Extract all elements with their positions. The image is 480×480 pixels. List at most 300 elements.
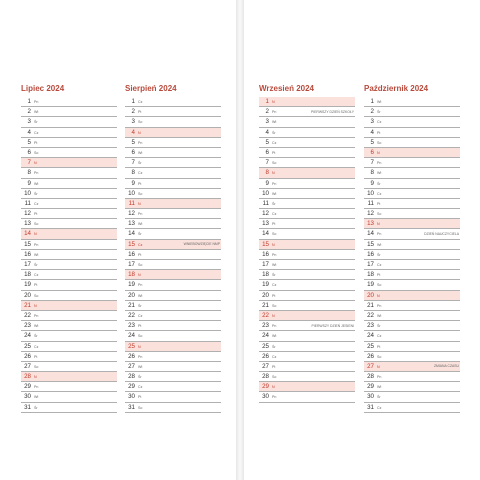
weekday-label: Pn xyxy=(34,100,39,104)
weekday-label: Pt xyxy=(34,283,38,288)
day-row xyxy=(125,403,221,413)
day-row xyxy=(259,240,355,250)
day-row xyxy=(125,229,221,239)
day-row xyxy=(125,168,221,178)
day-row xyxy=(21,270,117,280)
day-number: 29 xyxy=(24,383,31,391)
day-row xyxy=(125,291,221,301)
day-number: 28 xyxy=(262,373,269,381)
day-list xyxy=(259,97,355,403)
day-number: 18 xyxy=(24,271,31,279)
day-row xyxy=(21,240,117,250)
day-row xyxy=(125,97,221,107)
weekday-label: Pt xyxy=(272,364,276,369)
day-number: 11 xyxy=(24,199,31,207)
weekday-label: Śr xyxy=(272,201,276,206)
holiday-note: ZMIANA CZASU xyxy=(433,364,459,369)
weekday-label: Wt xyxy=(34,324,39,329)
day-number: 29 xyxy=(367,383,374,391)
day-number: 21 xyxy=(24,301,31,309)
holiday-note: WNIEBOWZIĘCIE NMP xyxy=(183,242,220,247)
weekday-label: Śr xyxy=(138,303,142,308)
weekday-label: N xyxy=(272,242,275,247)
day-number: 21 xyxy=(128,301,135,309)
day-row xyxy=(21,148,117,158)
day-number: 17 xyxy=(24,261,31,268)
day-number: 25 xyxy=(24,342,31,350)
day-row xyxy=(364,311,460,321)
weekday-label: So xyxy=(138,120,143,125)
day-number: 15 xyxy=(24,240,31,248)
weekday-label: N xyxy=(138,344,141,349)
weekday-label: Pt xyxy=(377,130,381,135)
weekday-label: Śr xyxy=(377,181,381,186)
weekday-label: Wt xyxy=(138,222,143,227)
day-row xyxy=(259,331,355,341)
weekday-label: Wt xyxy=(34,181,39,186)
day-number: 11 xyxy=(128,199,135,207)
day-list xyxy=(125,97,221,413)
day-number: 6 xyxy=(370,148,374,156)
weekday-label: So xyxy=(377,354,382,359)
day-number: 8 xyxy=(265,169,269,177)
day-row xyxy=(125,250,221,260)
weekday-label: Wt xyxy=(377,385,382,390)
day-row xyxy=(259,128,355,138)
day-number: 27 xyxy=(128,362,135,370)
weekday-label: N xyxy=(34,161,37,166)
day-row xyxy=(259,158,355,168)
day-row xyxy=(125,311,221,321)
weekday-label: N xyxy=(34,375,37,380)
day-number: 30 xyxy=(128,393,135,401)
day-number: 24 xyxy=(262,332,269,340)
weekday-label: Wt xyxy=(272,191,277,196)
day-number: 1 xyxy=(27,98,31,105)
day-number: 24 xyxy=(24,332,31,340)
weekday-label: N xyxy=(377,150,380,155)
weekday-label: Śr xyxy=(34,405,38,410)
day-number: 3 xyxy=(27,118,31,126)
day-list xyxy=(364,97,460,413)
day-row xyxy=(21,321,117,331)
day-row xyxy=(364,189,460,199)
weekday-label: Wt xyxy=(377,171,382,176)
day-number: 5 xyxy=(265,138,269,146)
day-row xyxy=(364,392,460,402)
day-row xyxy=(125,209,221,219)
day-row xyxy=(21,117,117,127)
day-row xyxy=(364,199,460,209)
weekday-label: Pt xyxy=(377,344,381,349)
day-number: 22 xyxy=(367,311,374,319)
day-number: 28 xyxy=(128,373,135,381)
weekday-label: Wt xyxy=(138,150,143,155)
day-row xyxy=(21,229,117,239)
day-number: 3 xyxy=(370,118,374,126)
day-number: 26 xyxy=(128,352,135,360)
weekday-label: So xyxy=(272,232,277,237)
weekday-label: Cz xyxy=(34,201,39,206)
weekday-label: Cz xyxy=(138,242,143,247)
weekday-label: N xyxy=(272,171,275,176)
day-number: 10 xyxy=(262,189,269,197)
day-number: 7 xyxy=(370,159,374,167)
weekday-label: Cz xyxy=(138,171,143,176)
day-row xyxy=(259,168,355,178)
day-row xyxy=(21,301,117,311)
holiday-note: PIERWSZY DZIEŃ SZKOŁY xyxy=(310,109,354,114)
day-row xyxy=(364,97,460,107)
day-row xyxy=(21,97,117,107)
weekday-label: Cz xyxy=(34,273,39,278)
weekday-label: Pn xyxy=(272,252,277,257)
day-number: 9 xyxy=(370,179,374,187)
weekday-label: Śr xyxy=(377,252,381,257)
weekday-label: Śr xyxy=(272,273,276,278)
day-row xyxy=(259,179,355,189)
day-number: 9 xyxy=(27,179,31,187)
day-number: 19 xyxy=(262,281,269,289)
weekday-label: Śr xyxy=(138,161,142,166)
weekday-label: Pn xyxy=(377,375,382,380)
day-number: 4 xyxy=(265,128,269,136)
weekday-label: Cz xyxy=(272,283,277,288)
month-title: Październik 2024 xyxy=(364,84,429,93)
weekday-label: Pn xyxy=(272,395,277,400)
day-row xyxy=(21,158,117,168)
weekday-label: N xyxy=(272,385,275,390)
day-number: 2 xyxy=(131,108,135,116)
weekday-label: Śr xyxy=(377,110,381,115)
day-row xyxy=(21,138,117,148)
weekday-label: Pn xyxy=(272,324,277,329)
day-number: 23 xyxy=(128,322,135,330)
weekday-label: Wt xyxy=(34,110,39,115)
day-number: 19 xyxy=(24,281,31,289)
day-row xyxy=(125,138,221,148)
day-number: 14 xyxy=(128,230,135,238)
day-number: 5 xyxy=(370,138,374,146)
day-number: 10 xyxy=(128,189,135,197)
day-number: 4 xyxy=(27,128,31,136)
day-row xyxy=(259,352,355,362)
day-row xyxy=(259,372,355,382)
day-row xyxy=(125,392,221,402)
day-number: 13 xyxy=(262,220,269,228)
weekday-label: So xyxy=(138,263,143,267)
day-number: 13 xyxy=(128,220,135,228)
day-row xyxy=(259,189,355,199)
day-row xyxy=(125,382,221,392)
day-row xyxy=(259,311,355,321)
day-row xyxy=(364,250,460,260)
weekday-label: Wt xyxy=(34,395,39,400)
day-number: 27 xyxy=(262,362,269,370)
day-row xyxy=(125,107,221,117)
day-row xyxy=(21,189,117,199)
weekday-label: Cz xyxy=(138,385,143,390)
day-number: 12 xyxy=(24,210,31,218)
day-row xyxy=(125,270,221,280)
weekday-label: Pn xyxy=(138,212,143,217)
day-row xyxy=(125,199,221,209)
day-row xyxy=(364,372,460,382)
weekday-label: Cz xyxy=(34,344,39,349)
weekday-label: Śr xyxy=(377,395,381,400)
day-number: 19 xyxy=(367,281,374,289)
day-number: 7 xyxy=(131,159,135,167)
day-number: 14 xyxy=(367,230,374,238)
weekday-label: Wt xyxy=(34,252,39,257)
weekday-label: Pt xyxy=(34,140,38,145)
weekday-label: Pn xyxy=(377,232,382,237)
day-number: 29 xyxy=(262,383,269,391)
day-list xyxy=(21,97,117,413)
weekday-label: Śr xyxy=(34,263,38,267)
day-row xyxy=(125,128,221,138)
day-number: 13 xyxy=(367,220,374,228)
weekday-label: So xyxy=(272,375,277,380)
day-number: 16 xyxy=(262,250,269,258)
weekday-label: So xyxy=(138,334,143,339)
day-row xyxy=(125,260,221,270)
weekday-label: Cz xyxy=(377,120,382,125)
day-number: 5 xyxy=(27,138,31,146)
day-number: 12 xyxy=(262,210,269,218)
weekday-label: Wt xyxy=(272,334,277,339)
weekday-label: N xyxy=(272,313,275,318)
weekday-label: Pn xyxy=(34,313,39,318)
day-number: 7 xyxy=(27,159,31,167)
day-row xyxy=(364,291,460,301)
day-number: 16 xyxy=(24,250,31,258)
weekday-label: Pt xyxy=(272,222,276,227)
day-row xyxy=(364,148,460,158)
day-row xyxy=(364,219,460,229)
day-row xyxy=(364,168,460,178)
day-row xyxy=(125,189,221,199)
day-number: 23 xyxy=(262,322,269,330)
weekday-label: Cz xyxy=(272,354,277,359)
day-number: 12 xyxy=(367,210,374,218)
day-number: 4 xyxy=(370,128,374,136)
day-number: 14 xyxy=(24,230,31,238)
weekday-label: Cz xyxy=(377,334,382,339)
day-number: 29 xyxy=(128,383,135,391)
day-number: 14 xyxy=(262,230,269,238)
day-number: 15 xyxy=(262,240,269,248)
day-number: 17 xyxy=(262,261,269,268)
weekday-label: N xyxy=(34,232,37,237)
day-row xyxy=(364,301,460,311)
day-row xyxy=(21,168,117,178)
day-number: 23 xyxy=(24,322,31,330)
weekday-label: Pn xyxy=(138,354,143,359)
day-row xyxy=(364,321,460,331)
day-number: 2 xyxy=(27,108,31,116)
day-number: 27 xyxy=(24,362,31,370)
weekday-label: Śr xyxy=(34,334,38,339)
weekday-label: N xyxy=(377,364,380,369)
day-row xyxy=(259,382,355,392)
day-row xyxy=(125,331,221,341)
day-row xyxy=(259,199,355,209)
weekday-label: Cz xyxy=(377,263,382,267)
day-row xyxy=(364,209,460,219)
day-number: 6 xyxy=(27,148,31,156)
day-row xyxy=(21,311,117,321)
day-number: 20 xyxy=(128,291,135,299)
day-number: 30 xyxy=(262,393,269,401)
weekday-label: Wt xyxy=(138,364,143,369)
weekday-label: Wt xyxy=(377,242,382,247)
day-row xyxy=(21,352,117,362)
day-number: 30 xyxy=(367,393,374,401)
weekday-label: Pt xyxy=(377,273,381,278)
weekday-label: Pt xyxy=(138,324,142,329)
day-number: 31 xyxy=(367,403,374,411)
day-number: 30 xyxy=(24,393,31,401)
day-row xyxy=(259,229,355,239)
weekday-label: N xyxy=(34,303,37,308)
day-number: 10 xyxy=(367,189,374,197)
weekday-label: Wt xyxy=(272,263,277,267)
day-row xyxy=(125,117,221,127)
day-number: 26 xyxy=(24,352,31,360)
weekday-label: Pn xyxy=(34,171,39,176)
day-number: 25 xyxy=(262,342,269,350)
weekday-label: So xyxy=(272,161,277,166)
day-row xyxy=(21,260,117,270)
day-number: 1 xyxy=(131,98,135,105)
day-row xyxy=(125,321,221,331)
day-number: 24 xyxy=(367,332,374,340)
holiday-note: DZIEŃ NAUCZYCIELA xyxy=(424,231,459,236)
day-number: 22 xyxy=(262,311,269,319)
weekday-label: Pn xyxy=(377,161,382,166)
day-number: 23 xyxy=(367,322,374,330)
day-row xyxy=(259,260,355,270)
weekday-label: So xyxy=(377,140,382,145)
weekday-label: Śr xyxy=(272,130,276,135)
day-number: 31 xyxy=(128,403,135,411)
day-row xyxy=(21,392,117,402)
weekday-label: Pt xyxy=(138,110,142,115)
weekday-label: Pn xyxy=(34,242,39,247)
day-row xyxy=(125,342,221,352)
weekday-label: Cz xyxy=(34,130,39,135)
day-row xyxy=(364,362,460,372)
weekday-label: Pn xyxy=(138,283,143,288)
weekday-label: So xyxy=(34,364,39,369)
day-row xyxy=(259,138,355,148)
weekday-label: Śr xyxy=(34,120,38,125)
day-row xyxy=(364,128,460,138)
day-number: 22 xyxy=(128,311,135,319)
day-number: 25 xyxy=(128,342,135,350)
weekday-label: Pt xyxy=(272,150,276,155)
day-number: 27 xyxy=(367,362,374,370)
day-row xyxy=(259,342,355,352)
day-number: 11 xyxy=(367,199,374,207)
day-row xyxy=(21,362,117,372)
day-number: 21 xyxy=(367,301,374,309)
day-row xyxy=(259,280,355,290)
month-title: Lipiec 2024 xyxy=(21,84,65,93)
day-number: 26 xyxy=(367,352,374,360)
day-number: 9 xyxy=(131,179,135,187)
day-row xyxy=(259,97,355,107)
weekday-label: N xyxy=(138,273,141,278)
day-number: 21 xyxy=(262,301,269,309)
day-number: 1 xyxy=(265,98,269,105)
weekday-label: Cz xyxy=(138,100,143,104)
day-row xyxy=(259,209,355,219)
day-row xyxy=(21,331,117,341)
weekday-label: So xyxy=(138,405,143,410)
weekday-label: Wt xyxy=(272,120,277,125)
day-number: 2 xyxy=(370,108,374,116)
day-row xyxy=(21,250,117,260)
day-number: 17 xyxy=(128,261,135,268)
day-number: 16 xyxy=(128,250,135,258)
day-row xyxy=(21,280,117,290)
weekday-label: So xyxy=(34,150,39,155)
day-number: 31 xyxy=(24,403,31,411)
day-row xyxy=(21,372,117,382)
book-spine xyxy=(236,0,244,480)
month-title: Sierpień 2024 xyxy=(125,84,177,93)
day-row xyxy=(21,291,117,301)
day-row xyxy=(364,229,460,239)
weekday-label: So xyxy=(34,293,39,298)
weekday-label: Śr xyxy=(34,191,38,196)
day-row xyxy=(21,209,117,219)
weekday-label: Śr xyxy=(377,324,381,329)
weekday-label: Śr xyxy=(138,375,142,380)
day-row xyxy=(364,107,460,117)
month-title: Wrzesień 2024 xyxy=(259,84,314,93)
day-row xyxy=(21,128,117,138)
day-number: 10 xyxy=(24,189,31,197)
day-row xyxy=(21,403,117,413)
day-number: 25 xyxy=(367,342,374,350)
weekday-label: So xyxy=(138,191,143,196)
day-row xyxy=(125,219,221,229)
day-row xyxy=(364,240,460,250)
day-number: 4 xyxy=(131,128,135,136)
day-number: 8 xyxy=(370,169,374,177)
day-number: 19 xyxy=(128,281,135,289)
day-row xyxy=(21,179,117,189)
day-number: 12 xyxy=(128,210,135,218)
day-row xyxy=(125,148,221,158)
day-number: 15 xyxy=(128,240,135,248)
day-number: 18 xyxy=(262,271,269,279)
day-row xyxy=(364,179,460,189)
weekday-label: So xyxy=(377,283,382,288)
weekday-label: Pn xyxy=(377,303,382,308)
day-row xyxy=(125,240,221,250)
day-number: 13 xyxy=(24,220,31,228)
day-row xyxy=(259,219,355,229)
day-number: 24 xyxy=(128,332,135,340)
weekday-label: Pt xyxy=(34,354,38,359)
day-number: 2 xyxy=(265,108,269,116)
day-row xyxy=(125,352,221,362)
weekday-label: Pn xyxy=(34,385,39,390)
